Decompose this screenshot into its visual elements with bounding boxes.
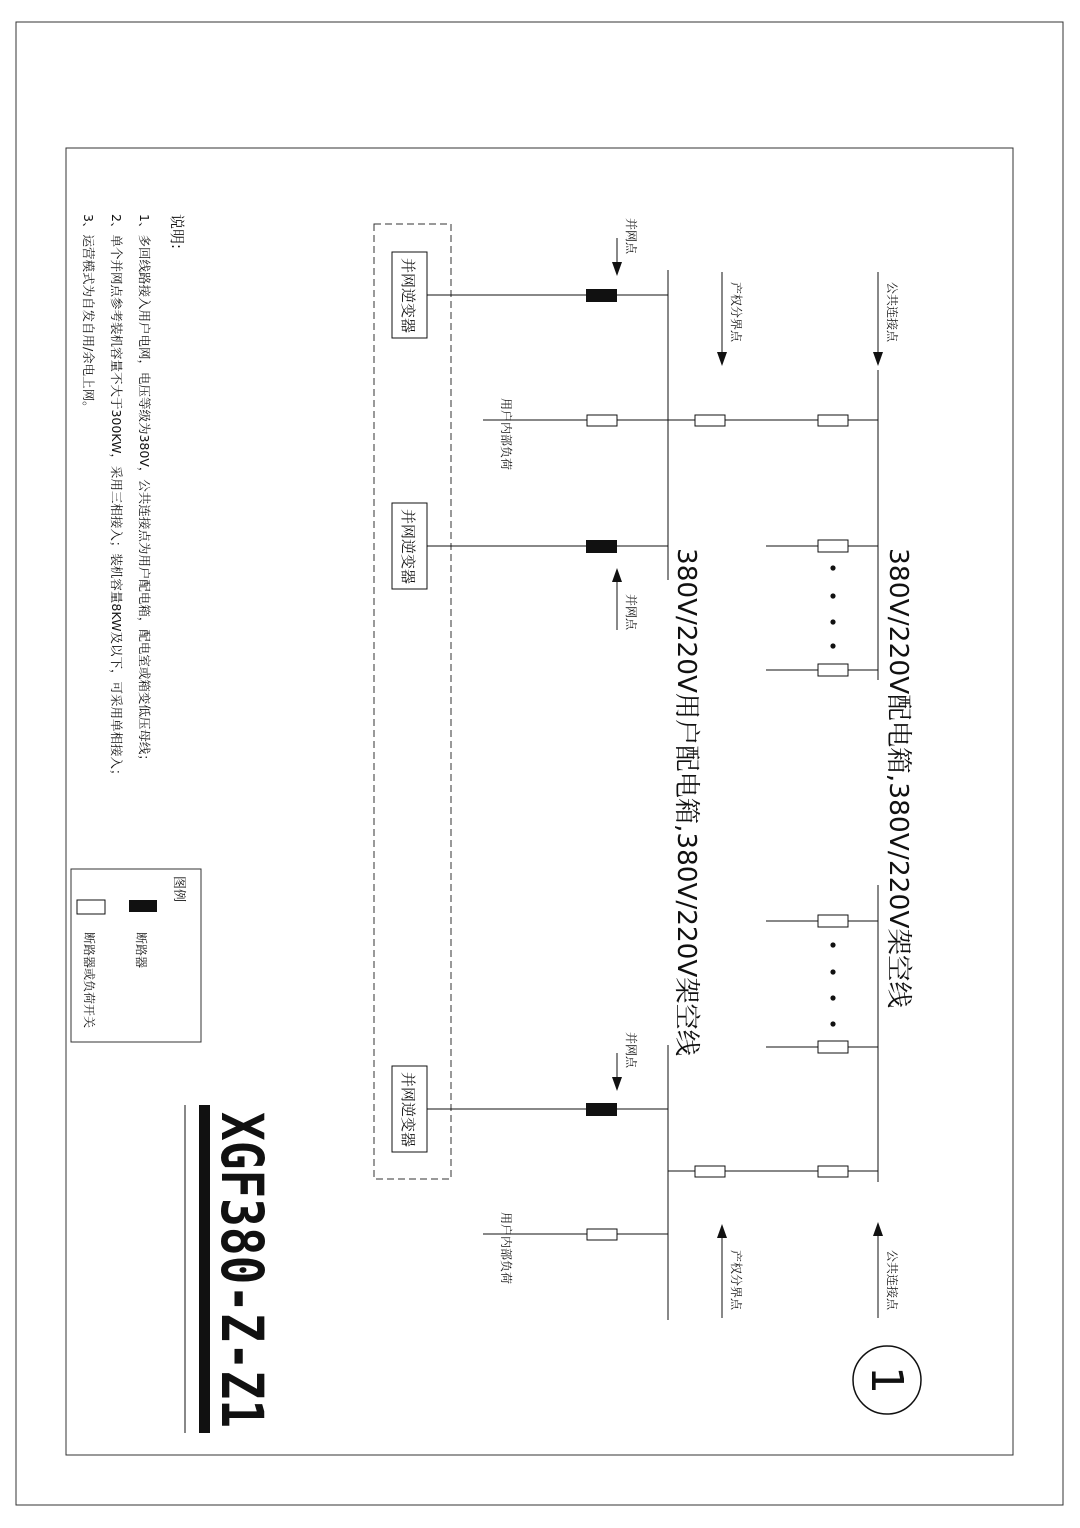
public-connection-label-upper: 公共连接点 [885, 282, 899, 343]
inverter-1-label: 并网逆变器 [399, 258, 417, 334]
public-bus-label: 380V/220V配电箱,380V/220V架空线 [883, 548, 913, 1000]
breaker-1 [586, 289, 617, 302]
switch-branch-4 [818, 1041, 848, 1053]
notes-block [81, 214, 186, 782]
breaker-3 [586, 1103, 617, 1116]
property-boundary-arrow-upper [717, 272, 744, 366]
inverter-1 [392, 252, 427, 338]
sheet-number: 1 [861, 1366, 912, 1394]
switch-tie-upper-public [818, 415, 848, 426]
legend-breaker-symbol [129, 900, 157, 912]
grid-point-label-2: 并网点 [624, 594, 638, 631]
title-block [185, 1105, 921, 1497]
switch-tie-upper-user [695, 415, 725, 426]
switch-branch-1 [818, 540, 848, 552]
user-load-label-upper: 用户内部负荷 [499, 398, 513, 471]
grid-point-label-3: 并网点 [624, 1032, 638, 1069]
switch-branch-3 [818, 915, 848, 927]
property-boundary-label-lower: 产权分界点 [729, 1250, 743, 1311]
legend [71, 869, 201, 1042]
switch-tie-lower-user [695, 1166, 725, 1177]
note-item-2: 2、单个并网点参考装机容量不大于300KW，采用三相接入；装机容量8KW及以下，可采用单相接入； [109, 214, 124, 782]
public-connection-arrow-upper [873, 272, 900, 366]
breaker-2 [586, 540, 617, 553]
switch-branch-2 [818, 664, 848, 676]
grid-point-arrow-3 [612, 1032, 639, 1091]
inverter-3 [392, 1066, 427, 1152]
legend-switch-label: 断路器或负荷开关 [82, 932, 96, 1029]
inverter-3-label: 并网逆变器 [399, 1072, 417, 1148]
grid-point-arrow-2 [612, 568, 639, 631]
inverter-2-label: 并网逆变器 [399, 509, 417, 585]
user-bus-label: 380V/220V用户配电箱,380V/220V架空线 [671, 548, 701, 1052]
ellipsis-dots-upper [830, 565, 835, 648]
notes-heading: 说明: [168, 214, 186, 250]
public-connection-label-lower: 公共连接点 [885, 1250, 899, 1311]
switch-tie-lower-public [818, 1166, 848, 1177]
user-load-label-lower: 用户内部负荷 [499, 1212, 513, 1285]
ellipsis-dots-lower [830, 942, 835, 1026]
inverter-group-box [374, 224, 451, 1179]
grid-point-label-1: 并网点 [624, 218, 638, 255]
property-boundary-label-upper: 产权分界点 [729, 282, 743, 343]
switch-load-upper [587, 415, 617, 426]
note-item-1: 1、多回线路接入用户电网，电压等级为380V，公共连接点为用户配电箱，配电室或箱变低压母线； [137, 214, 152, 767]
drawing-code: XGF380-Z-Z1 [208, 1112, 276, 1497]
legend-title: 图例 [171, 876, 186, 903]
property-boundary-arrow-lower [717, 1224, 744, 1318]
legend-switch-symbol [77, 900, 105, 914]
grid-point-arrow-1 [612, 218, 639, 276]
note-item-3: 3、运营模式为自发自用/余电上网。 [81, 214, 96, 414]
inverter-2 [392, 503, 427, 589]
switch-load-lower [587, 1229, 617, 1240]
public-connection-arrow-lower [873, 1222, 900, 1318]
legend-breaker-label: 断路器 [134, 932, 148, 969]
